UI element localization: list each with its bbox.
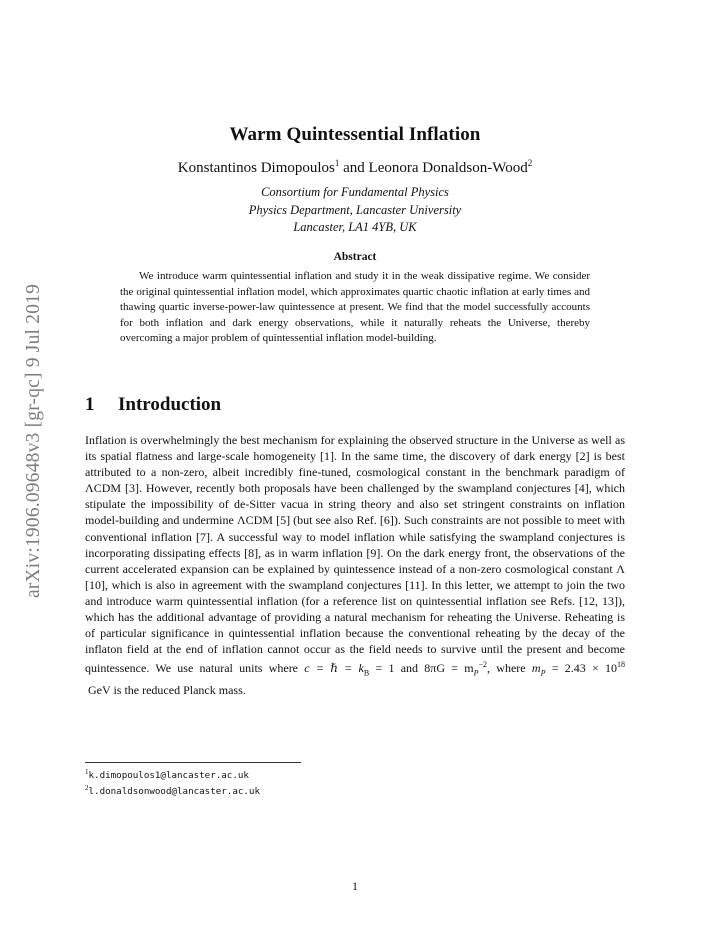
planck-mass-symbol: m	[531, 661, 541, 676]
planck-mass-exponent: 18	[617, 660, 625, 670]
section-heading	[85, 394, 221, 416]
footnote-mark: 1	[85, 768, 89, 776]
abstract-text: We introduce warm quintessential inflation and study it in the weak dissipative regime. We consider the original quintessential inflation model, which approximates quartic chaotic inflation at early times and thawing quartic inverse-power-law quintessence at present. We find that the model successfully accounts for both inflation and dark energy observations, while it naturally reheats the Universe, thereby overcoming a major problem of quintessential inflation model-building.	[120, 270, 590, 345]
planck-mass-value: = 2.43 × 10	[545, 661, 617, 676]
footnote-item	[85, 782, 485, 798]
affiliation-line: Consortium for Fundamental Physics	[261, 185, 449, 199]
footnote-item	[85, 766, 485, 782]
author-name: Leonora Donaldson-Wood	[368, 160, 528, 176]
footnote-mark: 2	[85, 784, 89, 793]
intro-text: Inflation is overwhelmingly the best mechanism for explaining the observed structure in the Universe as well as its spatial flatness and large-scale homogeneity [1]. In the same time, the discovery of dark energy [2] is best attributed to a non-zero, albeit incredibly fine-tuned, cosmological constant in the benchmark paradigm of ΛCDM [3]. However, recently both proposals have been challenged by the swampland conjectures [4], which stipulate the impossibility of de-Sitter vacua in string theory and also set stringent constraints on inflation model-building and undermine ΛCDM [5] (but see also Ref. [6]). Such constraints are not possible to meet with conventional inflation [7]. A successful way to model inflation while satisfying the swampland conjectures is incorporating dissipating effects [8], as in warm inflation [9]. On the dark energy front, the observations of the current accelerated expansion can be explained by quintessence instead of a non-zero cosmological constant Λ [10], which is also in agreement with the swampland conjectures [11]. In this letter, we attempt to join the two and introduce warm quintessential inflation (for a reference list on quintessential inflation see Refs. [12, 13]), which has the additional advantage of providing a natural mechanism for reheating the Universe. Reheating is of particular significance in quintessential inflation because the conventional reheating by the decay of the inflaton field at the end of inflation cannot occur as the field needs to survive until the present and become quintessence. We use natural units where	[85, 433, 625, 676]
affiliation-line: Physics Department, Lancaster University	[248, 203, 462, 217]
author-footnote-mark: 2	[527, 158, 533, 168]
section-number: 1	[85, 394, 95, 415]
affiliation-line: Lancaster, LA1 4YB, UK	[293, 220, 417, 234]
planck-mass-subscript: P	[540, 668, 546, 678]
units-equation: c = ℏ = k	[304, 661, 364, 676]
section-title: Introduction	[118, 394, 222, 415]
paper-title: Warm Quintessential Inflation	[229, 124, 481, 145]
planck-exponent: −2	[478, 660, 488, 670]
introduction-paragraph	[85, 432, 625, 698]
page-number: 1	[352, 879, 358, 893]
planck-mass-tail: GeV is the reduced Planck mass.	[85, 682, 246, 697]
boltzmann-subscript: B	[363, 668, 370, 678]
footnote-email[interactable]: l.donaldsonwood@lancaster.ac.uk	[88, 786, 260, 798]
footnotes	[85, 766, 485, 798]
author-footnote-mark: 1	[334, 158, 340, 168]
units-equation-rest: = 1 and 8πG = m	[369, 661, 474, 676]
author-conjunction: and	[339, 160, 369, 176]
footnote-divider	[85, 762, 301, 763]
author-name: Konstantinos Dimopoulos	[177, 160, 335, 176]
planck-subscript: P	[473, 668, 479, 678]
footnote-email[interactable]: k.dimopoulos1@lancaster.ac.uk	[88, 770, 249, 782]
where-text: , where	[487, 661, 526, 676]
author-line	[0, 158, 710, 177]
arxiv-sidebar-stamp	[10, 248, 58, 633]
arxiv-identifier: arXiv:1906.09648v3 [gr-qc] 9 Jul 2019	[23, 283, 44, 598]
abstract-heading: Abstract	[333, 251, 377, 263]
